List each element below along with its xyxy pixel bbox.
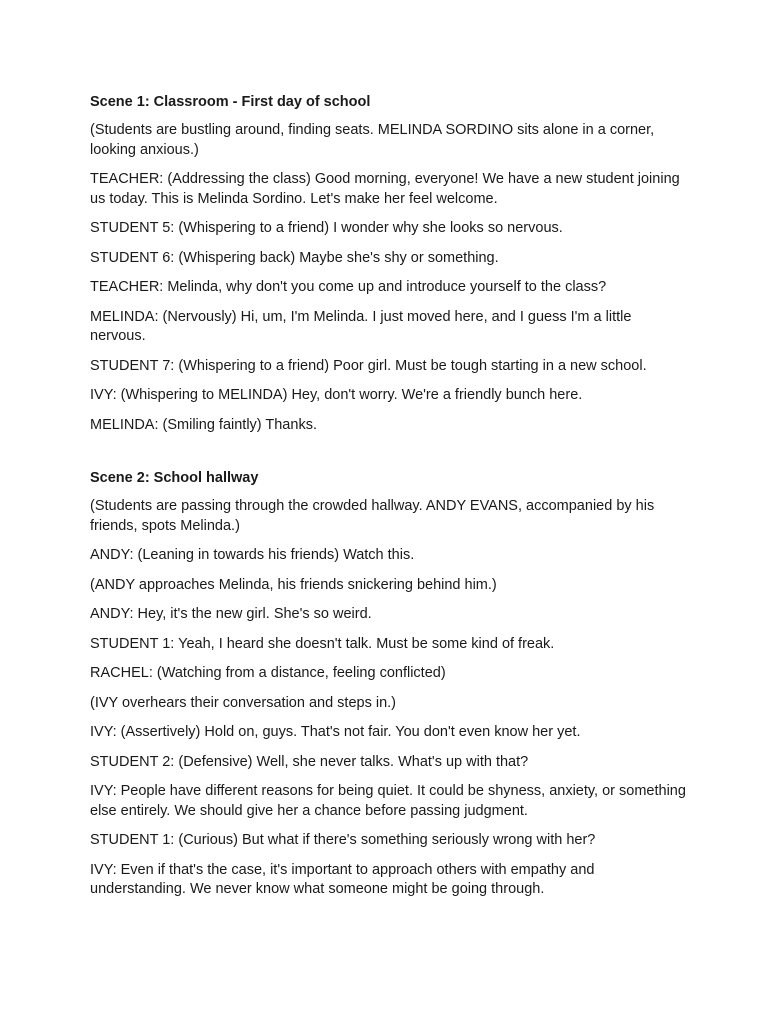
dialogue-line: ANDY: (Leaning in towards his friends) Watch this. (90, 547, 415, 563)
dialogue-line: RACHEL: (Watching from a distance, feeling conflicted) (90, 665, 446, 681)
scene-2 (90, 469, 690, 900)
dialogue-line: TEACHER: Melinda, why don't you come up and introduce yourself to the class? (90, 279, 607, 295)
stage-direction: (ANDY approaches Melinda, his friends snickering behind him.) (90, 576, 497, 593)
dialogue-line: STUDENT 1: (Curious) But what if there's something seriously wrong with her? (90, 832, 596, 848)
dialogue-line: MELINDA: (Nervously) Hi, um, I'm Melinda. I just moved here, and I guess I'm a little nervous. (90, 308, 632, 344)
scene-1 (90, 93, 690, 435)
stage-direction: (IVY overhears their conversation and steps in.) (90, 694, 397, 711)
dialogue-line: STUDENT 7: (Whispering to a friend) Poor girl. Must be tough starting in a new school. (90, 357, 647, 374)
scene-heading: Scene 1: Classroom - First day of school (90, 94, 371, 110)
dialogue-line: STUDENT 5: (Whispering to a friend) I wonder why she looks so nervous. (90, 220, 563, 236)
dialogue-line: STUDENT 6: (Whispering back) Maybe she's shy or something. (90, 249, 499, 266)
dialogue-line: STUDENT 1: Yeah, I heard she doesn't talk. Must be some kind of freak. (90, 635, 555, 652)
dialogue-line: MELINDA: (Smiling faintly) Thanks. (90, 416, 317, 433)
scene-heading: Scene 2: School hallway (90, 470, 259, 486)
dialogue-line: IVY: People have different reasons for being quiet. It could be shyness, anxiety, or something else entirely. We should give her a chance before passing judgment. (90, 783, 686, 819)
dialogue-line: STUDENT 2: (Defensive) Well, she never talks. What's up with that? (90, 753, 529, 770)
dialogue-line: ANDY: Hey, it's the new girl. She's so weird. (90, 606, 372, 622)
dialogue-line: TEACHER: (Addressing the class) Good morning, everyone! We have a new student joining us today. This is Melinda Sordino. Let's make her feel welcome. (90, 171, 680, 207)
stage-direction: (Students are bustling around, finding seats. MELINDA SORDINO sits alone in a corner, looking anxious.) (90, 122, 655, 158)
script-page (90, 93, 690, 910)
dialogue-line: IVY: (Assertively) Hold on, guys. That's not fair. You don't even know her yet. (90, 724, 581, 740)
dialogue-line: IVY: Even if that's the case, it's important to approach others with empathy and understanding. We never know what someone might be going through. (90, 861, 595, 897)
dialogue-line: IVY: (Whispering to MELINDA) Hey, don't worry. We're a friendly bunch here. (90, 387, 583, 403)
stage-direction: (Students are passing through the crowded hallway. ANDY EVANS, accompanied by his friends, spots Melinda.) (90, 498, 655, 534)
